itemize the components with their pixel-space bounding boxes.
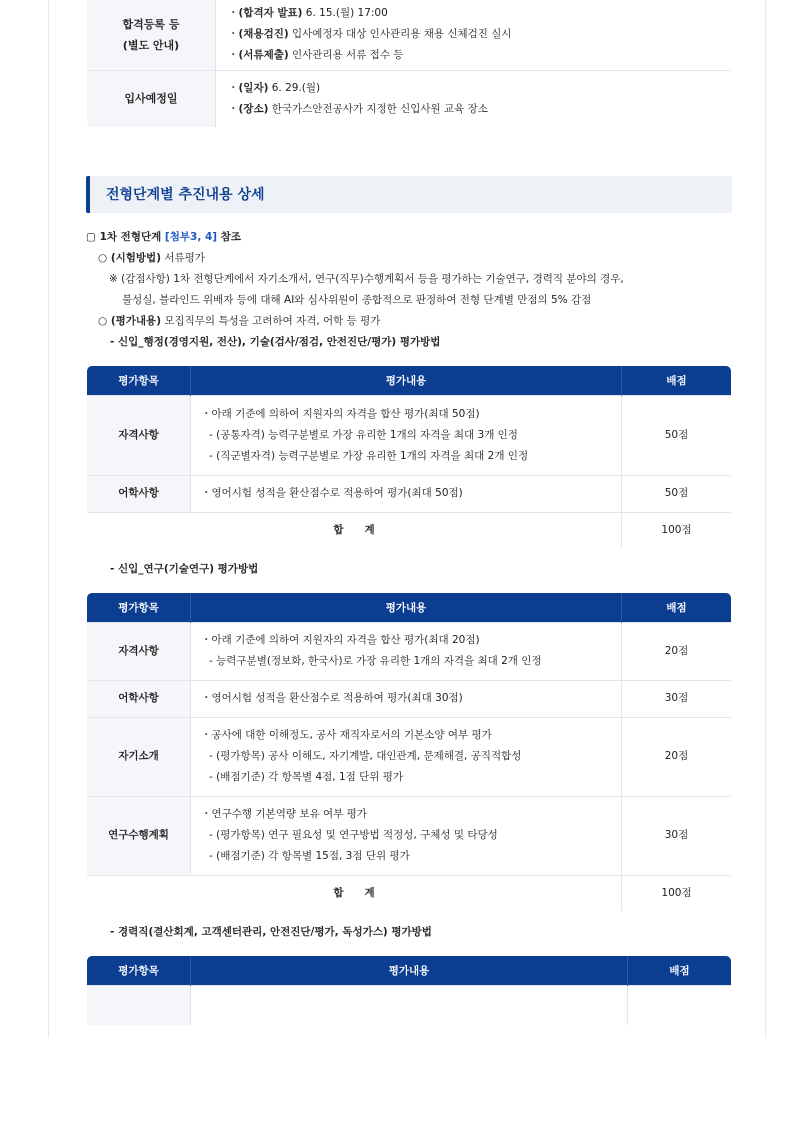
- note-line: ※ (감점사항) 1차 전형단계에서 자기소개서, 연구(직무)수행계획서 등을 평가하는 기술연구, 경력직 분야의 경우,: [109, 272, 624, 285]
- header-item: 평가항목: [87, 592, 191, 622]
- list-item: ・(채용검진) 입사예정자 대상 인사관리용 채용 신체검진 실시: [228, 28, 512, 41]
- eval-score: 20점: [622, 717, 732, 796]
- desc-line: - (평가항목) 연구 필요성 및 연구방법 적정성, 구체성 및 타당성: [209, 829, 498, 841]
- document-page: [48, 0, 766, 1038]
- list-item: ・(장소) 한국가스안전공사가 지정한 신입사원 교육 장소: [228, 102, 488, 115]
- section-header: [86, 176, 732, 213]
- desc-line: - (직군별자격) 능력구분별로 가장 유리한 1개의 자격을 최대 2개 인정: [209, 449, 529, 462]
- eval-score: 50점: [622, 475, 732, 512]
- table-header-row: [87, 592, 732, 622]
- eval-item: 어학사항: [87, 475, 191, 512]
- total-row: [87, 512, 732, 548]
- row-content: [216, 0, 732, 70]
- evaluation-table: [86, 592, 732, 912]
- table-row: [87, 622, 732, 680]
- eval-item: 연구수행계획: [87, 796, 191, 875]
- evaluation-table: [86, 365, 732, 549]
- table-row: [87, 796, 732, 875]
- row-label-line: 입사예정일: [124, 92, 178, 105]
- table-row: [87, 0, 732, 70]
- eval-score: [628, 985, 732, 1025]
- header-item: 평가항목: [87, 365, 191, 395]
- table-title: - 신입_행정(경영지원, 전산), 기술(검사/점검, 안전진단/평가) 평가방법: [110, 335, 441, 348]
- header-score: 배점: [628, 955, 732, 985]
- eval-desc: [191, 622, 622, 680]
- attachment-ref: [첨부3, 4]: [164, 230, 218, 243]
- header-score: 배점: [622, 592, 732, 622]
- desc-line: - (공통자격) 능력구분별로 가장 유리한 1개의 자격을 최대 3개 인정: [209, 428, 518, 441]
- eval-desc: [191, 985, 628, 1025]
- eval-score: 50점: [622, 395, 732, 475]
- eval-item: 자격사항: [87, 622, 191, 680]
- evaluation-table: [86, 955, 732, 1026]
- table-row: [87, 717, 732, 796]
- document-body: [86, 0, 732, 1025]
- table-title: - 신입_연구(기술연구) 평가방법: [110, 562, 259, 575]
- stage-heading: ▢ 1차 전형단계 [첨부3, 4] 참조: [86, 230, 242, 243]
- schedule-table: [86, 0, 732, 128]
- eval-score: 30점: [622, 680, 732, 717]
- total-score: 100점: [622, 512, 732, 548]
- section-title: 전형단계별 추진내용 상세: [106, 187, 265, 203]
- row-label-line: 합격등록 등: [122, 17, 180, 31]
- desc-line: ・영어시험 성적을 환산점수로 적용하여 평가(최대 50점): [201, 487, 463, 499]
- total-label: 합 계: [87, 512, 622, 548]
- table-header-row: [87, 955, 732, 985]
- row-label-line: (별도 안내): [122, 38, 180, 52]
- desc-line: ・아래 기준에 의하여 지원자의 자격을 합산 평가(최대 20점): [201, 634, 480, 646]
- eval-score: 30점: [622, 796, 732, 875]
- row-label: [87, 0, 216, 70]
- desc-line: ・공사에 대한 이해정도, 공사 재직자로서의 기본소양 여부 평가: [201, 729, 492, 741]
- header-content: 평가내용: [191, 592, 622, 622]
- eval-desc: [191, 680, 622, 717]
- total-row: [87, 875, 732, 911]
- table-header-row: [87, 365, 732, 395]
- eval-desc: [191, 717, 622, 796]
- header-item: 평가항목: [87, 955, 191, 985]
- method-line: ○ (시험방법) 서류평가: [98, 251, 205, 264]
- eval-item: 자기소개: [87, 717, 191, 796]
- desc-line: ・영어시험 성적을 환산점수로 적용하여 평가(최대 30점): [201, 692, 463, 704]
- table-row: [87, 70, 732, 127]
- eval-desc: [191, 796, 622, 875]
- row-label: [87, 70, 216, 127]
- eval-desc: [191, 475, 622, 512]
- desc-line: - (평가항목) 공사 이해도, 자기계발, 대인관계, 문제해결, 공직적합성: [209, 750, 522, 762]
- header-content: 평가내용: [191, 955, 628, 985]
- list-item: ・(합격자 발표) 6. 15.(월) 17:00: [228, 7, 388, 20]
- desc-line: - 능력구분별(정보화, 한국사)로 가장 유리한 1개의 자격을 최대 2개 인정: [209, 655, 542, 667]
- desc-line: ・연구수행 기본역량 보유 여부 평가: [201, 808, 367, 820]
- content-line: ○ (평가내용) 모집직무의 특성을 고려하여 자격, 어학 등 평가: [98, 314, 381, 327]
- note-line-continued: 불성실, 블라인드 위배자 등에 대해 AI와 심사위원이 종합적으로 판정하여 전형 단계별 만점의 5% 감점: [122, 293, 592, 306]
- eval-item: [87, 985, 191, 1025]
- table-row: [87, 680, 732, 717]
- desc-line: ・아래 기준에 의하여 지원자의 자격을 합산 평가(최대 50점): [201, 407, 480, 420]
- total-label: 합 계: [87, 875, 622, 911]
- table-row: [87, 475, 732, 512]
- eval-item: 어학사항: [87, 680, 191, 717]
- desc-line: - (배점기준) 각 항목별 4점, 1점 단위 평가: [209, 771, 404, 783]
- eval-desc: [191, 395, 622, 475]
- table-title: - 경력직(결산회계, 고객센터관리, 안전진단/평가, 독성가스) 평가방법: [110, 925, 432, 938]
- eval-score: 20점: [622, 622, 732, 680]
- total-score: 100점: [622, 875, 732, 911]
- header-score: 배점: [622, 365, 732, 395]
- eval-item: 자격사항: [87, 395, 191, 475]
- row-content: [216, 70, 732, 127]
- list-item: ・(서류제출) 인사관리용 서류 접수 등: [228, 49, 404, 62]
- desc-line: - (배점기준) 각 항목별 15점, 3점 단위 평가: [209, 850, 410, 862]
- header-content: 평가내용: [191, 365, 622, 395]
- list-item: ・(일자) 6. 29.(월): [228, 81, 321, 94]
- table-row: [87, 985, 732, 1025]
- table-row: [87, 395, 732, 475]
